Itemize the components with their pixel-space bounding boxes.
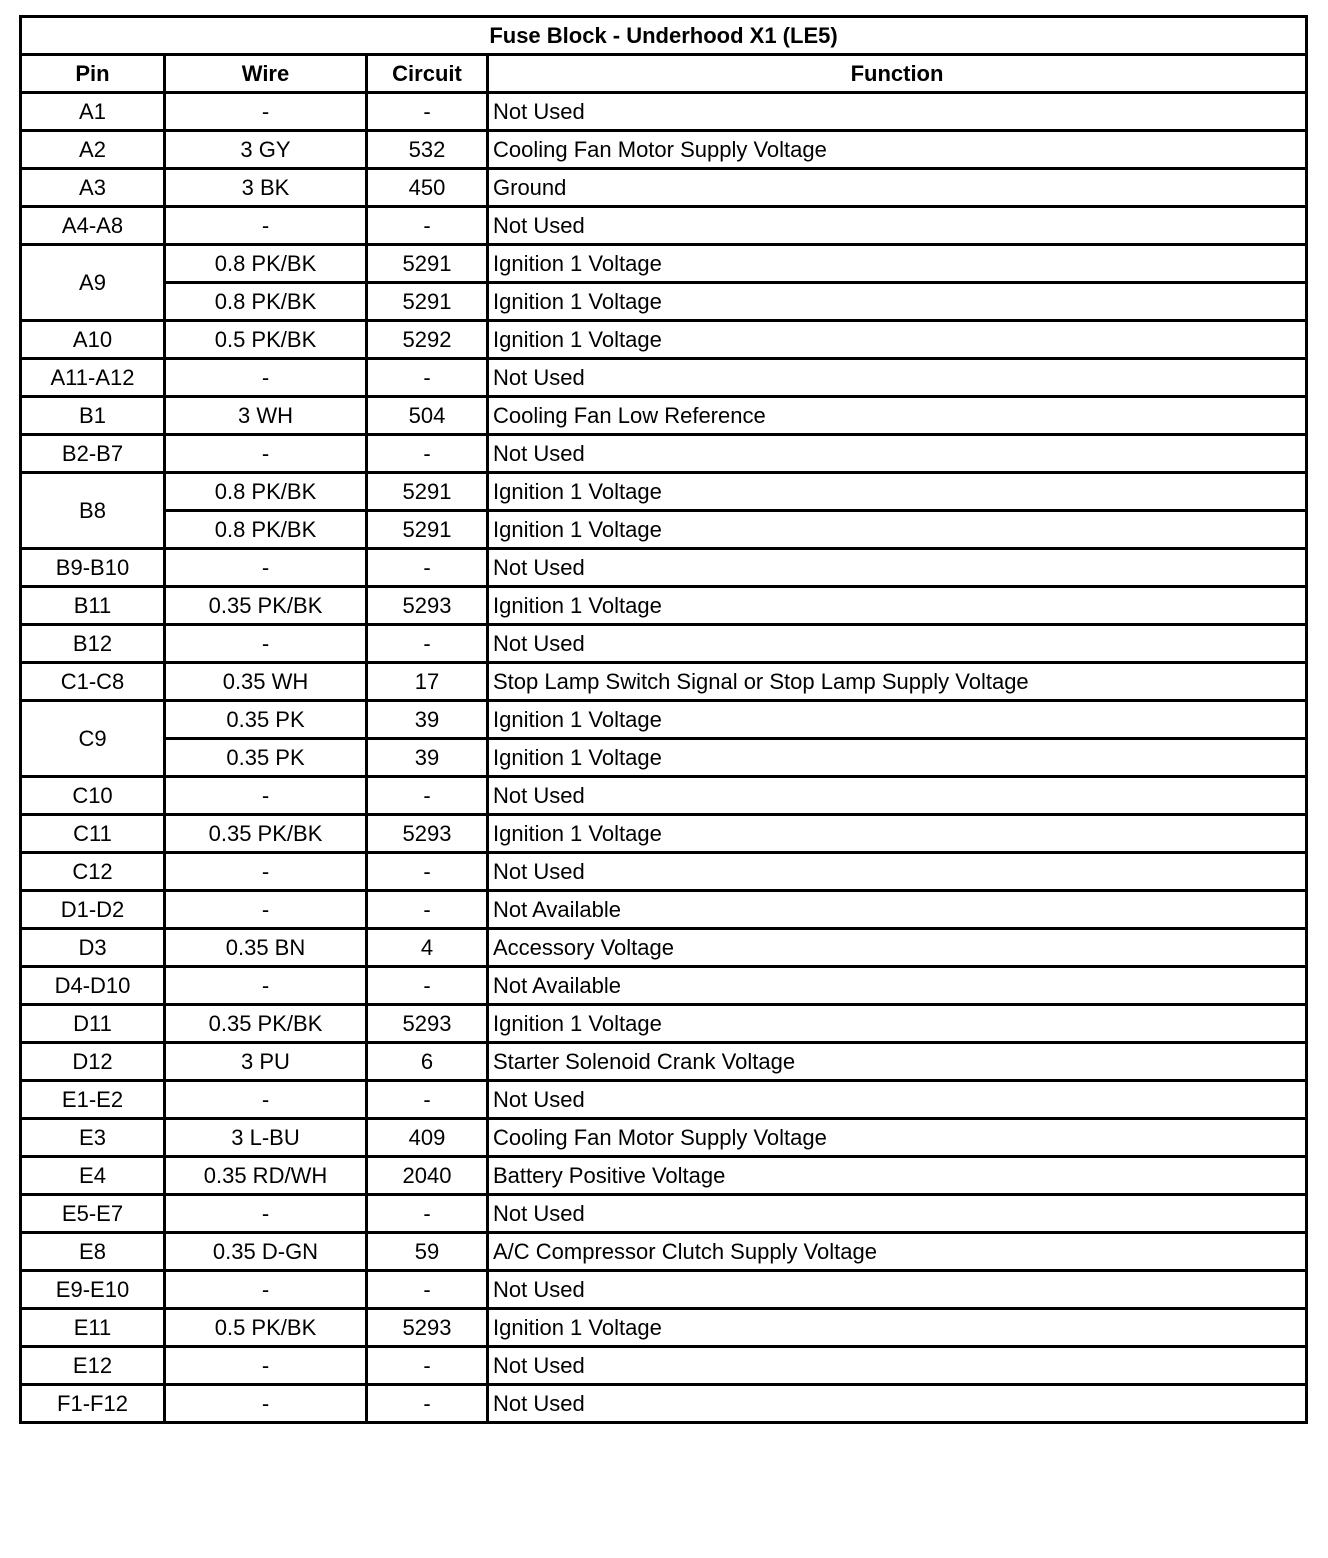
table-row — [21, 321, 1307, 359]
function-cell: Ignition 1 Voltage — [488, 245, 1307, 283]
function-cell: Not Used — [488, 1195, 1307, 1233]
pin-cell: B1 — [21, 397, 165, 435]
table-row — [21, 359, 1307, 397]
circuit-cell: - — [367, 777, 488, 815]
pin-cell: F1-F12 — [21, 1385, 165, 1423]
function-cell: Not Available — [488, 891, 1307, 929]
wire-cell: - — [165, 967, 367, 1005]
table-row — [21, 283, 1307, 321]
function-cell: Battery Positive Voltage — [488, 1157, 1307, 1195]
table-row — [21, 1309, 1307, 1347]
function-cell: Not Used — [488, 1271, 1307, 1309]
wire-cell: - — [165, 891, 367, 929]
title-row — [21, 17, 1307, 55]
wire-cell: - — [165, 1271, 367, 1309]
table-row — [21, 663, 1307, 701]
pin-cell: D4-D10 — [21, 967, 165, 1005]
wire-cell: 0.35 PK — [165, 739, 367, 777]
function-cell: Not Available — [488, 967, 1307, 1005]
pin-cell: A1 — [21, 93, 165, 131]
wire-cell: 3 GY — [165, 131, 367, 169]
table-row — [21, 815, 1307, 853]
circuit-cell: - — [367, 891, 488, 929]
table-row — [21, 929, 1307, 967]
pin-cell: C11 — [21, 815, 165, 853]
wire-cell: - — [165, 1081, 367, 1119]
table-row — [21, 1347, 1307, 1385]
circuit-cell: 5293 — [367, 1309, 488, 1347]
table-row — [21, 739, 1307, 777]
function-cell: Not Used — [488, 853, 1307, 891]
pin-cell: B9-B10 — [21, 549, 165, 587]
pin-cell: E12 — [21, 1347, 165, 1385]
table-row — [21, 1119, 1307, 1157]
function-cell: Not Used — [488, 777, 1307, 815]
function-cell: Not Used — [488, 1081, 1307, 1119]
function-cell: Cooling Fan Motor Supply Voltage — [488, 1119, 1307, 1157]
pin-cell: A3 — [21, 169, 165, 207]
table-row — [21, 1081, 1307, 1119]
function-cell: Ignition 1 Voltage — [488, 283, 1307, 321]
wire-cell: 0.35 WH — [165, 663, 367, 701]
pin-cell: E8 — [21, 1233, 165, 1271]
wire-cell: - — [165, 853, 367, 891]
circuit-cell: 39 — [367, 701, 488, 739]
table-row — [21, 435, 1307, 473]
table-row — [21, 397, 1307, 435]
pin-cell: A9 — [21, 245, 165, 321]
table-row — [21, 1043, 1307, 1081]
function-cell: Ignition 1 Voltage — [488, 473, 1307, 511]
circuit-cell: 17 — [367, 663, 488, 701]
table-row — [21, 473, 1307, 511]
circuit-cell: 5291 — [367, 245, 488, 283]
wire-cell: 3 PU — [165, 1043, 367, 1081]
header-pin: Pin — [21, 55, 165, 93]
pin-cell: C9 — [21, 701, 165, 777]
wire-cell: 3 BK — [165, 169, 367, 207]
wire-cell: - — [165, 777, 367, 815]
pin-cell: D11 — [21, 1005, 165, 1043]
circuit-cell: 2040 — [367, 1157, 488, 1195]
table-row — [21, 1195, 1307, 1233]
function-cell: Not Used — [488, 1385, 1307, 1423]
table-row — [21, 245, 1307, 283]
function-cell: Not Used — [488, 1347, 1307, 1385]
circuit-cell: - — [367, 435, 488, 473]
wire-cell: 0.8 PK/BK — [165, 283, 367, 321]
pin-cell: E4 — [21, 1157, 165, 1195]
wire-cell: 0.35 RD/WH — [165, 1157, 367, 1195]
wire-cell: - — [165, 1385, 367, 1423]
circuit-cell: - — [367, 1195, 488, 1233]
function-cell: Not Used — [488, 435, 1307, 473]
pin-cell: A11-A12 — [21, 359, 165, 397]
function-cell: Ignition 1 Voltage — [488, 815, 1307, 853]
circuit-cell: 532 — [367, 131, 488, 169]
header-circuit: Circuit — [367, 55, 488, 93]
wire-cell: 0.35 PK/BK — [165, 1005, 367, 1043]
circuit-cell: 59 — [367, 1233, 488, 1271]
circuit-cell: 4 — [367, 929, 488, 967]
table-row — [21, 1271, 1307, 1309]
function-cell: Accessory Voltage — [488, 929, 1307, 967]
pin-cell: E3 — [21, 1119, 165, 1157]
circuit-cell: 39 — [367, 739, 488, 777]
circuit-cell: - — [367, 1081, 488, 1119]
wire-cell: - — [165, 93, 367, 131]
circuit-cell: 6 — [367, 1043, 488, 1081]
table-row — [21, 853, 1307, 891]
table-row — [21, 1233, 1307, 1271]
table-row — [21, 131, 1307, 169]
pin-cell: E5-E7 — [21, 1195, 165, 1233]
pin-cell: A4-A8 — [21, 207, 165, 245]
wire-cell: - — [165, 549, 367, 587]
function-cell: Ground — [488, 169, 1307, 207]
function-cell: A/C Compressor Clutch Supply Voltage — [488, 1233, 1307, 1271]
function-cell: Cooling Fan Low Reference — [488, 397, 1307, 435]
wire-cell: - — [165, 207, 367, 245]
function-cell: Ignition 1 Voltage — [488, 321, 1307, 359]
wire-cell: 0.35 D-GN — [165, 1233, 367, 1271]
circuit-cell: 5291 — [367, 473, 488, 511]
fuse-block-table-container — [19, 15, 1305, 1424]
table-title: Fuse Block - Underhood X1 (LE5) — [21, 17, 1307, 55]
table-row — [21, 207, 1307, 245]
table-row — [21, 967, 1307, 1005]
circuit-cell: - — [367, 359, 488, 397]
circuit-cell: 450 — [367, 169, 488, 207]
header-wire: Wire — [165, 55, 367, 93]
circuit-cell: 5292 — [367, 321, 488, 359]
circuit-cell: 5291 — [367, 511, 488, 549]
circuit-cell: 504 — [367, 397, 488, 435]
wire-cell: 0.35 BN — [165, 929, 367, 967]
table-row — [21, 93, 1307, 131]
circuit-cell: - — [367, 1347, 488, 1385]
pin-cell: D3 — [21, 929, 165, 967]
wire-cell: 3 L-BU — [165, 1119, 367, 1157]
wire-cell: - — [165, 1347, 367, 1385]
table-row — [21, 511, 1307, 549]
pin-cell: E11 — [21, 1309, 165, 1347]
wire-cell: 0.8 PK/BK — [165, 473, 367, 511]
pin-cell: D1-D2 — [21, 891, 165, 929]
header-row — [21, 55, 1307, 93]
table-row — [21, 587, 1307, 625]
pin-cell: E9-E10 — [21, 1271, 165, 1309]
circuit-cell: - — [367, 967, 488, 1005]
circuit-cell: - — [367, 1271, 488, 1309]
table-row — [21, 777, 1307, 815]
wire-cell: - — [165, 359, 367, 397]
function-cell: Not Used — [488, 625, 1307, 663]
function-cell: Starter Solenoid Crank Voltage — [488, 1043, 1307, 1081]
function-cell: Ignition 1 Voltage — [488, 587, 1307, 625]
pin-cell: B11 — [21, 587, 165, 625]
wire-cell: - — [165, 1195, 367, 1233]
wire-cell: 0.35 PK/BK — [165, 587, 367, 625]
function-cell: Stop Lamp Switch Signal or Stop Lamp Supply Voltage — [488, 663, 1307, 701]
pin-cell: E1-E2 — [21, 1081, 165, 1119]
function-cell: Not Used — [488, 359, 1307, 397]
wire-cell: 0.5 PK/BK — [165, 1309, 367, 1347]
circuit-cell: 409 — [367, 1119, 488, 1157]
pin-cell: B2-B7 — [21, 435, 165, 473]
fuse-block-table — [19, 15, 1308, 1424]
circuit-cell: - — [367, 207, 488, 245]
table-row — [21, 1385, 1307, 1423]
table-row — [21, 625, 1307, 663]
circuit-cell: 5293 — [367, 815, 488, 853]
table-row — [21, 169, 1307, 207]
pin-cell: A2 — [21, 131, 165, 169]
wire-cell: - — [165, 625, 367, 663]
function-cell: Ignition 1 Voltage — [488, 1005, 1307, 1043]
table-row — [21, 701, 1307, 739]
circuit-cell: - — [367, 549, 488, 587]
pin-cell: C10 — [21, 777, 165, 815]
pin-cell: D12 — [21, 1043, 165, 1081]
wire-cell: 0.8 PK/BK — [165, 511, 367, 549]
wire-cell: 0.35 PK/BK — [165, 815, 367, 853]
pin-cell: B8 — [21, 473, 165, 549]
function-cell: Not Used — [488, 549, 1307, 587]
function-cell: Ignition 1 Voltage — [488, 701, 1307, 739]
table-row — [21, 891, 1307, 929]
circuit-cell: - — [367, 853, 488, 891]
circuit-cell: 5291 — [367, 283, 488, 321]
table-row — [21, 549, 1307, 587]
pin-cell: C1-C8 — [21, 663, 165, 701]
circuit-cell: - — [367, 1385, 488, 1423]
table-row — [21, 1005, 1307, 1043]
function-cell: Not Used — [488, 207, 1307, 245]
function-cell: Ignition 1 Voltage — [488, 739, 1307, 777]
wire-cell: 3 WH — [165, 397, 367, 435]
wire-cell: - — [165, 435, 367, 473]
function-cell: Ignition 1 Voltage — [488, 1309, 1307, 1347]
header-function: Function — [488, 55, 1307, 93]
function-cell: Ignition 1 Voltage — [488, 511, 1307, 549]
wire-cell: 0.35 PK — [165, 701, 367, 739]
table-body — [21, 93, 1307, 1423]
pin-cell: B12 — [21, 625, 165, 663]
pin-cell: C12 — [21, 853, 165, 891]
function-cell: Cooling Fan Motor Supply Voltage — [488, 131, 1307, 169]
circuit-cell: 5293 — [367, 1005, 488, 1043]
pin-cell: A10 — [21, 321, 165, 359]
wire-cell: 0.8 PK/BK — [165, 245, 367, 283]
table-head — [21, 17, 1307, 93]
circuit-cell: - — [367, 625, 488, 663]
circuit-cell: 5293 — [367, 587, 488, 625]
table-row — [21, 1157, 1307, 1195]
circuit-cell: - — [367, 93, 488, 131]
wire-cell: 0.5 PK/BK — [165, 321, 367, 359]
function-cell: Not Used — [488, 93, 1307, 131]
